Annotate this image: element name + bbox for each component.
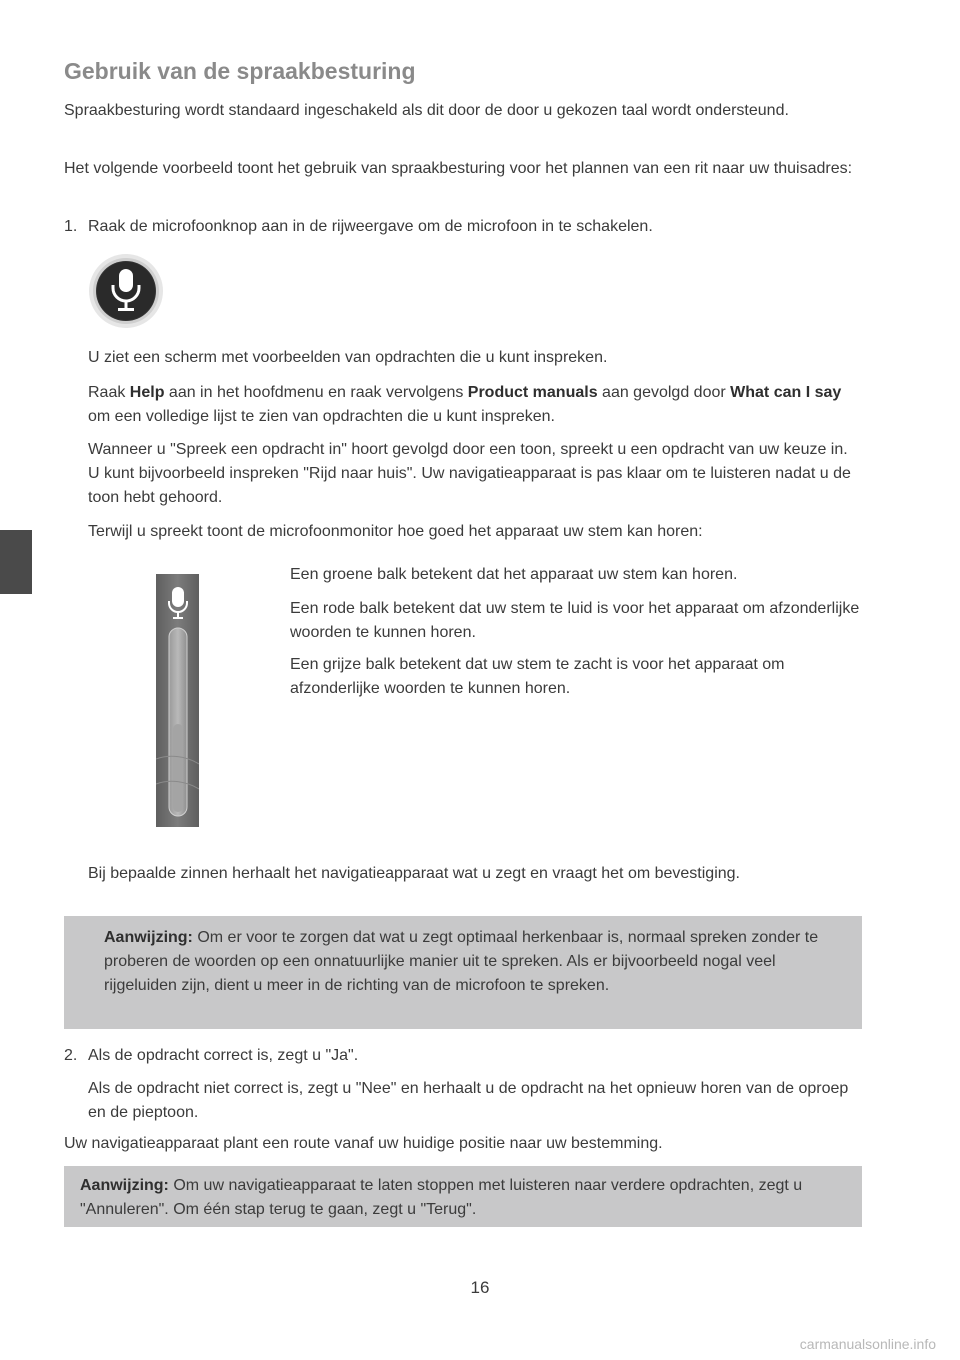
watermark: carmanualsonline.info (799, 1336, 936, 1352)
step-2-text: Als de opdracht correct is, zegt u "Ja". (88, 1047, 359, 1064)
page-number: 16 (470, 1278, 490, 1297)
closing-paragraph: Uw navigatieapparaat plant een route vanaf uw huidige positie naar uw bestemming. (64, 1135, 663, 1152)
chapter-tab (0, 530, 32, 594)
product-manuals-term: Product manuals (467, 384, 598, 401)
intro-paragraph-1: Spraakbesturing wordt standaard ingeschakeld als dit door de door u gekozen taal wordt ondersteund. (64, 102, 789, 119)
hint-box-1 (64, 916, 862, 1029)
hint-box-2 (64, 1166, 862, 1227)
step-1-paragraph-5: Bij bepaalde zinnen herhaalt het navigatieapparaat wat u zegt en vraagt het om bevestiging. (88, 865, 740, 882)
step-1-paragraph-3: Wanneer u "Spreek een opdracht in" hoort gevolgd door een toon, spreekt u een opdracht van uw keuze in. U kunt bijvoorbeeld inspreken "Rijd naar huis". Uw navigatieapparaat is pas klaar om te luisteren nadat u de toon hebt gehoord. (88, 441, 851, 506)
microphone-button-icon (88, 253, 164, 329)
step-2-paragraph-1: Als de opdracht niet correct is, zegt u "Nee" en herhaalt u de opdracht na het opnieuw horen van de oproep en de pieptoon. (88, 1080, 849, 1121)
step-1-number: 1. (64, 218, 78, 235)
hint-text: Om uw navigatieapparaat te laten stoppen met luisteren naar verdere opdrachten, zegt u "Annuleren". Om één stap terug te gaan, zegt u "Terug". (80, 1177, 803, 1218)
grey-bar-explanation: Een grijze balk betekent dat uw stem te zacht is voor het apparaat om afzonderlijke woorden te kunnen horen. (290, 656, 785, 697)
what-can-i-say-term: What can I say (730, 384, 842, 401)
red-bar-explanation: Een rode balk betekent dat uw stem te luid is voor het apparaat om afzonderlijke woorden te kunnen horen. (290, 600, 860, 641)
hint-text: Om er voor te zorgen dat wat u zegt optimaal herkenbaar is, normaal spreken zonder te proberen de woorden op een onnatuurlijke manier uit te spreken. Als er bijvoorbeeld nogal veel rijgeluiden zijn, dient u meer in de richting van de microfoon te spreken. (104, 929, 819, 994)
hint-label: Aanwijzing: (104, 929, 193, 946)
microphone-monitor-icon (156, 574, 199, 827)
step-1-paragraph-1: U ziet een scherm met voorbeelden van opdrachten die u kunt inspreken. (88, 349, 608, 366)
step-1-paragraph-4: Terwijl u spreekt toont de microfoonmonitor hoe goed het apparaat uw stem kan horen: (88, 523, 703, 540)
step-2-number: 2. (64, 1047, 78, 1064)
hint-label: Aanwijzing: (80, 1177, 169, 1194)
section-title: Gebruik van de spraakbesturing (64, 58, 416, 84)
step-1-paragraph-2: Raak Help aan in het hoofdmenu en raak vervolgens Product manuals aan gevolgd door What can I say om een volledige lijst te zien van opdrachten die u kunt inspreken. (88, 384, 842, 425)
help-menu-term: Help (129, 384, 165, 401)
step-1-text: Raak de microfoonknop aan in de rijweergave om de microfoon in te schakelen. (88, 218, 653, 235)
green-bar-explanation: Een groene balk betekent dat het apparaat uw stem kan horen. (290, 566, 738, 583)
intro-paragraph-2: Het volgende voorbeeld toont het gebruik van spraakbesturing voor het plannen van een rit naar uw thuisadres: (64, 160, 853, 177)
